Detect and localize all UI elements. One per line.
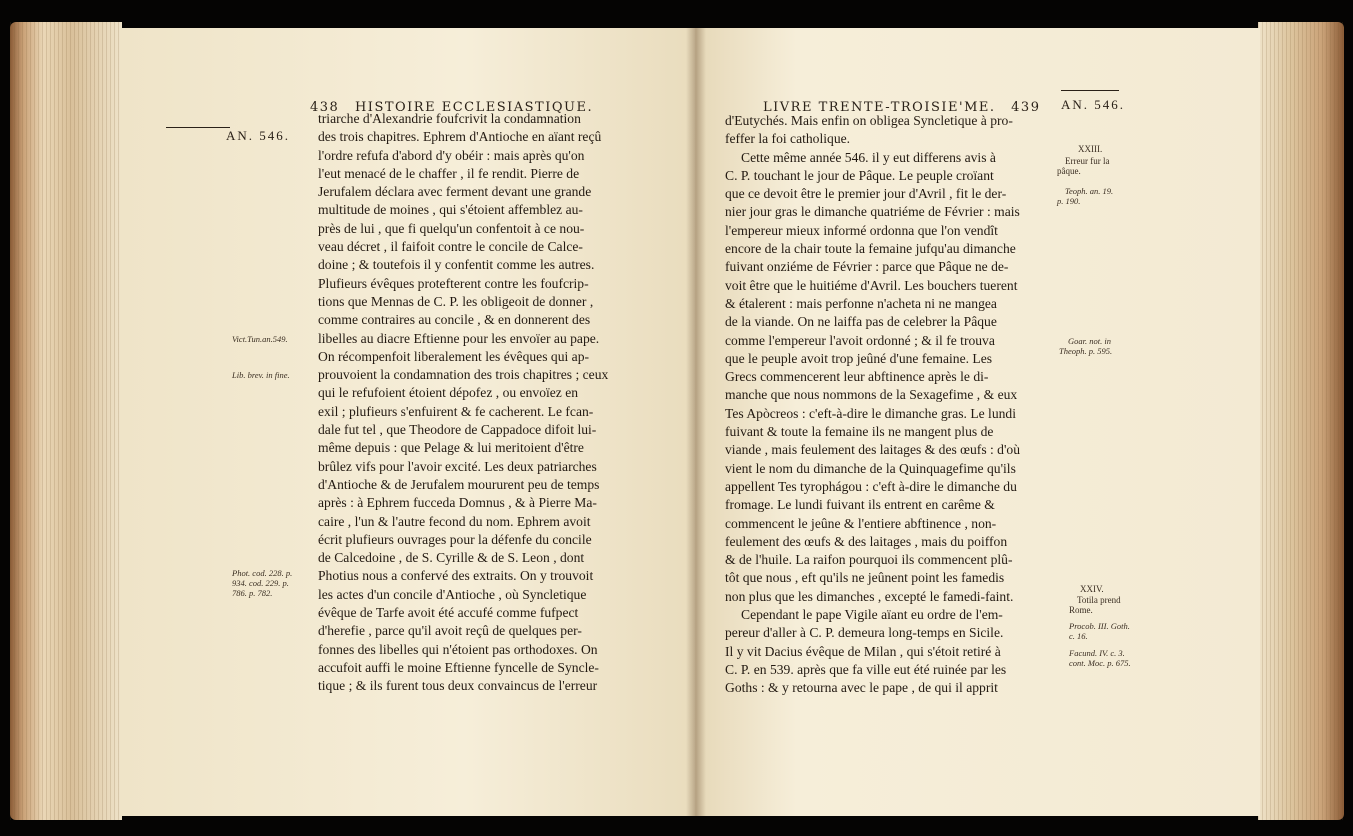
text-line: les actes d'un concile d'Antioche , où Syncletique (318, 586, 587, 602)
right-page-edges (1258, 22, 1344, 820)
text-line: de la viande. On ne laiffa pas de celebrer la Pâque (725, 314, 997, 330)
right-page (695, 28, 1260, 816)
margin-note: Vict.Tun.an.549. (232, 334, 288, 344)
margin-note: p. 190. (1057, 196, 1081, 206)
left-page (120, 28, 695, 816)
text-line: exil ; plufieurs s'enfuirent & fe cacherent. Le fcan- (318, 403, 594, 419)
margin-note: c. 16. (1069, 631, 1088, 641)
text-line: l'empereur mieux informé ordonna que l'on vendît (725, 222, 998, 238)
left-body-text (318, 110, 668, 696)
text-line: appellent Tes tyrophágou : c'eft à-dire le dimanche du (725, 478, 1017, 494)
text-line: libelles au diacre Eftienne pour les envoïer au pape. (318, 330, 600, 346)
text-line: veau décret , il faifoit contre le concile de Calce- (318, 239, 583, 255)
text-line: & de l'huile. La raifon pourquoi ils commencent plû- (725, 552, 1013, 568)
text-line: dale fut tel , que Theodore de Cappadoce difoit lui- (318, 422, 597, 438)
text-line: encore de la chair toute la femaine jufqu'au dimanche (725, 241, 1016, 257)
text-line: pereur d'aller à C. P. demeura long-temps en Sicile. (725, 625, 1004, 641)
margin-note: Procob. III. Goth. (1069, 621, 1130, 631)
text-line: brûlez vifs pour l'avoir excité. Les deux patriarches (318, 458, 597, 474)
text-line: qui le refufoient étoient dépofez , ou envoïez en (318, 385, 579, 401)
text-line: comme contraires au concile , & en donnerent des (318, 312, 591, 328)
margin-note: 786. p. 782. (232, 588, 273, 598)
text-line: voit être que le huitiéme d'Avril. Les bouchers tuerent (725, 277, 1018, 293)
text-line: multitude de moines , qui s'étoient affemblez au- (318, 202, 583, 218)
text-line: Jerufalem déclara avec ferment devant une grande (318, 184, 592, 200)
margin-note: Theoph. p. 595. (1059, 346, 1113, 356)
text-line: l'eut menacé de le chaffer , il fe rendit. Pierre de (318, 165, 580, 181)
margin-note-section: XXIV. (1080, 584, 1104, 594)
text-line: écrit plufieurs ouvrages pour la défenfe du concile (318, 531, 592, 547)
right-margin-rule (1061, 90, 1119, 91)
text-line: Cependant le pape Vigile aïant eu ordre de l'em- (741, 607, 1003, 623)
text-line: d'Eutychés. Mais enfin on obligea Syncletique à pro- (725, 113, 1013, 128)
text-line: nier jour gras le dimanche quatriéme de Février : mais (725, 204, 1020, 220)
margin-note: Erreur fur la (1065, 156, 1110, 166)
text-line: fromage. Le lundi fuivant ils entrent en carême & (725, 497, 995, 513)
text-line: C. P. touchant le jour de Pâque. Le peuple croïant (725, 167, 994, 183)
text-line: près de lui , que fi quelqu'un confentoit à ce nou- (318, 220, 585, 236)
text-line: On récompenfoit liberalement les évêques qui ap- (318, 348, 590, 364)
text-line: & étalerent : mais perfonne n'acheta ni ne mangea (725, 295, 997, 311)
text-line: Grecs commencerent leur abftinence après le di- (725, 369, 989, 385)
text-line: d'herefie , parce qu'il avoit reçû de quelques per- (318, 623, 582, 639)
text-line: même depuis : que Pelage & lui meritoient d'être (318, 440, 584, 456)
margin-note: Facund. IV. c. 3. (1069, 648, 1125, 658)
text-line: Il y vit Dacius évêque de Milan , qui s'étoit retiré à (725, 643, 1001, 659)
text-line: Tes Apòcreos : c'eft-à-dire le dimanche gras. Le lundi (725, 405, 1017, 421)
text-line: d'Antioche & de Jerufalem moururent peu de temps (318, 476, 600, 492)
text-line: caire , l'un & l'autre fecond du nom. Ephrem avoit (318, 513, 591, 529)
left-margin-rule (166, 127, 230, 128)
text-line: commencent le jeûne & l'entiere abftinence , non- (725, 515, 997, 531)
text-line: triarche d'Alexandrie foufcrivit la condamnation (318, 111, 581, 126)
text-line: que le peuple avoit trop jeûné d'une femaine. Les (725, 350, 993, 366)
text-line: fonnes des libelles qui n'étoient pas orthodoxes. On (318, 641, 598, 657)
text-line: fuivant & toute la femaine ils ne mangent plus de (725, 424, 994, 440)
text-line: après : à Ephrem fucceda Domnus , & à Pierre Ma- (318, 495, 597, 511)
text-line: non plus que les dimanches , excepté le famedi-faint. (725, 588, 1014, 604)
margin-note: Teoph. an. 19. (1065, 186, 1114, 196)
margin-note: pâque. (1057, 166, 1081, 176)
text-line: tions que Mennas de C. P. les obligeoit de donner , (318, 293, 594, 309)
text-line: feffer la foi catholique. (725, 131, 851, 147)
text-line: tique ; & ils furent tous deux convaincus de l'erreur (318, 678, 598, 694)
left-running-title: HISTOIRE ECCLESIASTIQUE. (354, 100, 594, 115)
text-line: Plufieurs évêques protefterent contre les foufcrip- (318, 275, 589, 291)
margin-note: Phot. cod. 228. p. (232, 568, 293, 578)
text-line: accufoit auffi le moine Eftienne fyncelle de Syncle- (318, 659, 599, 675)
left-year-label: AN. 546. (226, 128, 291, 143)
margin-note: cont. Moc. p. 675. (1069, 658, 1131, 668)
text-line: doine ; & toutefois il y confentit comme les autres. (318, 257, 595, 273)
text-line: évêque de Tarfe avoit été accufé comme fufpect (318, 605, 579, 621)
text-line: Goths : & y retourna avec le pape , de qui il apprit (725, 680, 998, 696)
text-line: C. P. en 539. après que fa ville eut été ruinée par les (725, 661, 1007, 677)
book-gutter (686, 28, 706, 816)
text-line: manche que nous nommons de la Sexagefime , & eux (725, 387, 1018, 403)
text-line: prouvoient la condamnation des trois chapitres ; ceux (318, 367, 609, 383)
text-line: fuivant onziéme de Février : parce que Pâque ne de- (725, 259, 1009, 275)
text-line: tôt que nous , eft qu'ils ne jeûnent point les famedis (725, 570, 1005, 586)
margin-note: Rome. (1069, 605, 1093, 615)
text-line: des trois chapitres. Ephrem d'Antioche en aïant reçû (318, 129, 602, 145)
right-running-title: LIVRE TRENTE-TROISIE'ME. (763, 100, 996, 115)
margin-note: 934. cod. 229. p. (232, 578, 289, 588)
margin-note: Goar. not. in (1068, 336, 1111, 346)
text-line: viande , mais feulement des laitages & des œufs : d'où (725, 442, 1021, 458)
left-page-edges (10, 22, 122, 820)
text-line: comme l'empereur l'avoit ordonné ; & il fe trouva (725, 332, 995, 348)
text-line: Photius nous a confervé des extraits. On y trouvoit (318, 568, 594, 584)
right-body-text (725, 112, 1055, 698)
text-line: de Calcedoine , de S. Cyrille & de S. Leon , dont (318, 550, 585, 566)
text-line: l'ordre refufa d'abord d'y obéir : mais après qu'on (318, 147, 585, 163)
margin-note: Lib. brev. in fine. (232, 370, 290, 380)
text-line: feulement des œufs & des laitages , mais du poiffon (725, 533, 1008, 549)
right-year-label: AN. 546. (1061, 97, 1126, 112)
text-line: vient le nom du dimanche de la Quinquagefime qu'ils (725, 460, 1016, 476)
margin-note-section: XXIII. (1078, 144, 1103, 154)
text-line: que ce devoit être le premier jour d'Avril , fit le der- (725, 186, 1007, 202)
text-line: Cette même année 546. il y eut differens avis à (741, 149, 996, 165)
right-folio: 439 (1011, 100, 1041, 115)
left-folio: 438 (310, 100, 340, 115)
margin-note: Totila prend (1077, 595, 1121, 605)
